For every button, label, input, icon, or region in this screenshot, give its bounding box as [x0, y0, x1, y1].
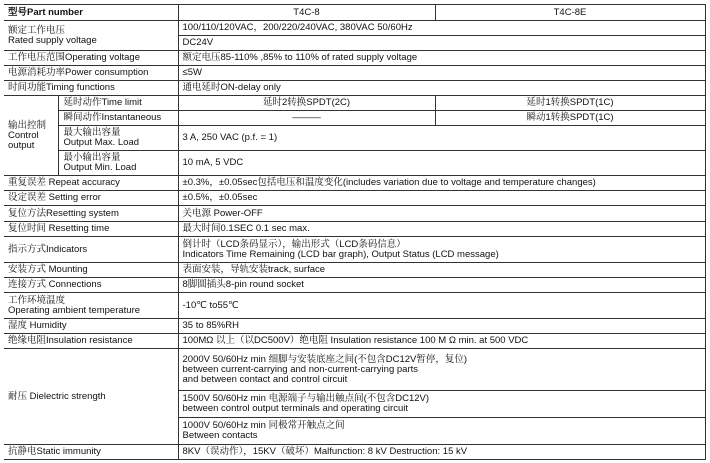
- max-load-value: 3 A, 250 VAC (p.f. = 1): [178, 126, 705, 151]
- humidity-label: 湿度 Humidity: [4, 319, 178, 334]
- static-immunity-label: 抗静电Static immunity: [4, 445, 178, 460]
- repeat-accuracy-label: 重复误差 Repeat accuracy: [4, 176, 178, 191]
- instantaneous-row: [4, 111, 705, 126]
- max-load-label: [58, 126, 178, 151]
- min-load-label-cn: 最小输出容量: [63, 152, 121, 163]
- connections-value: 8脚圆插头8-pin round socket: [178, 278, 705, 293]
- dielectric-block-2-line-1: 1500V 50/60Hz min 电源端子与输出触点间(不包含DC12V): [182, 393, 430, 404]
- resetting-time-row: [4, 222, 705, 237]
- dielectric-block-1: [178, 349, 705, 391]
- resetting-time-label: 复位时间 Resetting time: [4, 222, 178, 237]
- dielectric-block-2: [178, 391, 705, 418]
- mounting-label: 安装方式 Mounting: [4, 263, 178, 278]
- header-row: [4, 5, 705, 21]
- model-b-header: T4C-8E: [435, 5, 705, 21]
- time-limit-label: 延时动作Time limit: [58, 96, 178, 111]
- humidity-value: 35 to 85%RH: [178, 319, 705, 334]
- operating-voltage-label: 工作电压范围Operating voltage: [4, 51, 178, 66]
- spec-table: [4, 4, 706, 460]
- ambient-temp-label-en: Operating ambient temperature: [8, 304, 141, 316]
- setting-error-value: ±0.5%，±0.05sec: [178, 191, 705, 206]
- setting-error-label: 设定误差 Setting error: [4, 191, 178, 206]
- min-load-label-en: Output Min. Load: [63, 162, 137, 173]
- mounting-value: 表面安装，导轨安装track, surface: [178, 263, 705, 278]
- max-load-label-cn: 最大输出容量: [63, 127, 121, 138]
- min-load-value: 10 mA, 5 VDC: [178, 151, 705, 176]
- indicators-line-2: Indicators Time Remaining (LCD bar graph), Output Status (LCD message): [182, 248, 499, 260]
- humidity-row: [4, 319, 705, 334]
- dielectric-block-3-line-2: Between contacts: [182, 430, 258, 441]
- insulation-value: 100MΩ 以上（以DC500V）绝电阻 Insulation resistance 100 M Ω min. at 500 VDC: [178, 334, 705, 349]
- rated-voltage-dc: DC24V: [178, 36, 705, 51]
- static-immunity-row: [4, 445, 705, 460]
- time-limit-row: [4, 96, 705, 111]
- ambient-temp-value: -10℃ to55℃: [178, 293, 705, 319]
- dielectric-block-3: [178, 418, 705, 445]
- instantaneous-value-a: ———: [178, 111, 435, 126]
- resetting-system-row: [4, 206, 705, 222]
- dielectric-block-1-line-1: 2000V 50/60Hz min 细脚与安装底座之间(不包含DC12V暂停，复位): [182, 353, 468, 365]
- dielectric-block-1-line-2: between current-carrying and non-current-carrying parts: [182, 363, 418, 375]
- rated-voltage-label-en: Rated supply voltage: [8, 34, 97, 46]
- ambient-temp-label: [4, 293, 178, 319]
- min-load-label: [58, 151, 178, 176]
- dielectric-block-3-line-1: 1000V 50/60Hz min 同极常开触点之间: [182, 420, 345, 431]
- power-consumption-label: 电源消耗功率Power consumption: [4, 66, 178, 81]
- indicators-value: [178, 237, 705, 263]
- control-output-label: [4, 96, 58, 176]
- part-number-label: 型号Part number: [4, 5, 178, 21]
- operating-voltage-value: 额定电压85-110% ,85% to 110% of rated supply voltage: [178, 51, 705, 66]
- ambient-temp-label-cn: 工作环境温度: [8, 294, 66, 306]
- dielectric-label: 耐压 Dielectric strength: [4, 349, 178, 445]
- connections-label: 连接方式 Connections: [4, 278, 178, 293]
- power-consumption-row: [4, 66, 705, 81]
- instantaneous-label: 瞬间动作Instantaneous: [58, 111, 178, 126]
- resetting-system-value: 关电源 Power-OFF: [178, 206, 705, 222]
- repeat-accuracy-row: [4, 176, 705, 191]
- insulation-label: 绝缘电阻Insulation resistance: [4, 334, 178, 349]
- indicators-row: [4, 237, 705, 263]
- static-immunity-value: 8KV（误动作），15KV（破坏）Malfunction: 8 kV Destruction: 15 kV: [178, 445, 705, 460]
- timing-functions-value: 通电延时ON-delay only: [178, 81, 705, 96]
- max-load-row: [4, 126, 705, 151]
- dielectric-block-1-line-3: and between contact and control circuit: [182, 373, 348, 385]
- resetting-time-value: 最大时间0.1SEC 0.1 sec max.: [178, 222, 705, 237]
- control-output-label-en-1: Control: [8, 129, 39, 141]
- time-limit-value-a: 延时2转换SPDT(2C): [178, 96, 435, 111]
- max-load-label-en: Output Max. Load: [63, 137, 140, 148]
- rated-voltage-label-cn: 额定工作电压: [8, 24, 66, 36]
- rated-voltage-label: [4, 21, 178, 51]
- dielectric-row-1: [4, 349, 705, 391]
- mounting-row: [4, 263, 705, 278]
- setting-error-row: [4, 191, 705, 206]
- rated-voltage-ac: 100/110/120VAC，200/220/240VAC, 380VAC 50/60Hz: [178, 21, 705, 36]
- min-load-row: [4, 151, 705, 176]
- power-consumption-value: ≤5W: [178, 66, 705, 81]
- rated-voltage-row: [4, 21, 705, 36]
- control-output-label-cn: 输出控制: [8, 119, 47, 131]
- timing-functions-label: 时间功能Timing functions: [4, 81, 178, 96]
- instantaneous-value-b: 瞬动1转换SPDT(1C): [435, 111, 705, 126]
- ambient-temp-row: [4, 293, 705, 319]
- indicators-label: 指示方式Indicators: [4, 237, 178, 263]
- time-limit-value-b: 延时1转换SPDT(1C): [435, 96, 705, 111]
- operating-voltage-row: [4, 51, 705, 66]
- control-output-label-en-2: output: [8, 139, 35, 151]
- indicators-line-1: 倒计时（LCD条码显示），输出形式（LCD条码信息）: [182, 238, 406, 250]
- model-a-header: T4C-8: [178, 5, 435, 21]
- resetting-system-label: 复位方法Resetting system: [4, 206, 178, 222]
- insulation-row: [4, 334, 705, 349]
- connections-row: [4, 278, 705, 293]
- repeat-accuracy-value: ±0.3%，±0.05sec包括电压和温度变化(includes variation due to voltage and temperature changes): [178, 176, 705, 191]
- dielectric-block-2-line-2: between control output terminals and operating circuit: [182, 403, 408, 414]
- timing-functions-row: [4, 81, 705, 96]
